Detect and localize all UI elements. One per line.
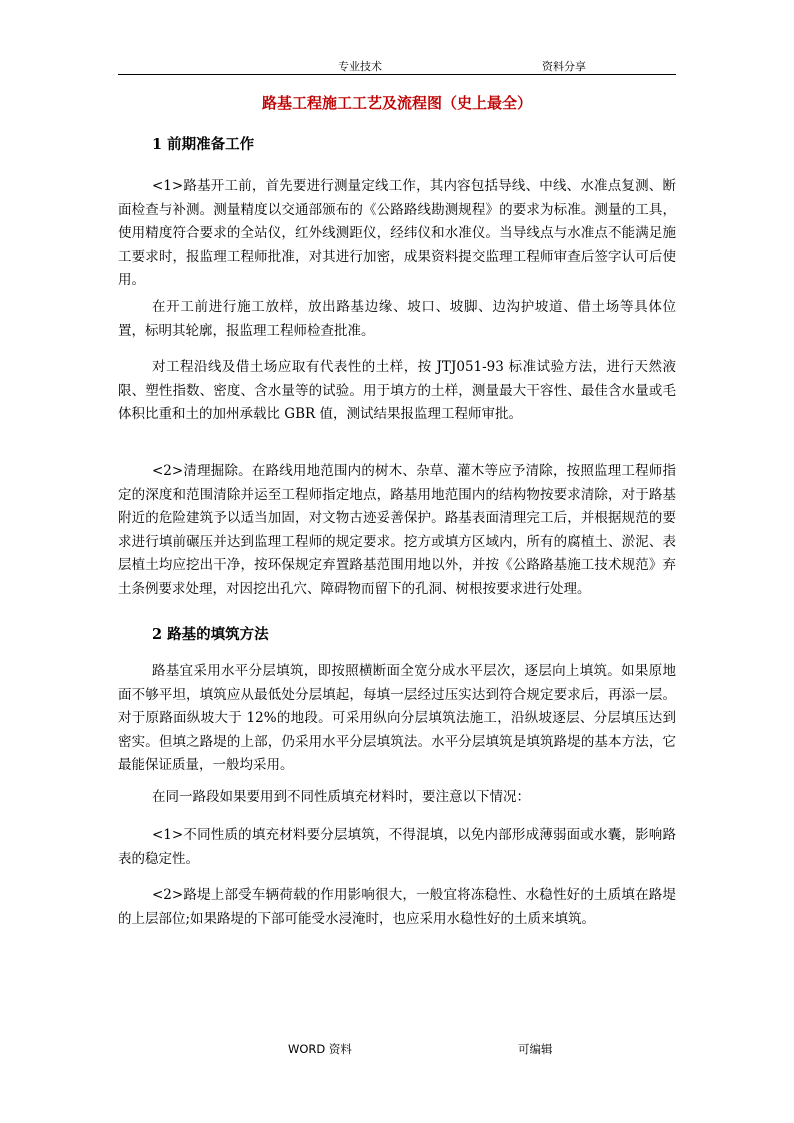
header-left-text: 专业技术 [338, 60, 382, 73]
section-heading-preparation: 1 前期准备工作 [152, 136, 255, 153]
paragraph: 在同一路段如果要用到不同性质填充材料时，要注意以下情况： [152, 789, 530, 805]
paragraph: <1>路基开工前，首先要进行测量定线工作，其内容包括导线、中线、水准点复测、断面检查与补测。测量精度以交通部颁布的《公路路线勘测规程》的要求为标准。测量的工具，使用精度符合要求的全站仪，红外线测距仪，经纬仪和水准仪。当导线点与水准点不能满足施工要求时，报监理工程师批准，对其进行加密，成果资料提交监理工程师审查后签字认可后使用。 [118, 178, 676, 289]
paragraph: <1>不同性质的填充材料要分层填筑，不得混填，以免内部形成薄弱面或水囊，影响路表的稳定性。 [118, 827, 676, 867]
section-heading-filling-method: 2 路基的填筑方法 [152, 626, 269, 643]
document-title: 路基工程施工工艺及流程图（史上最全） [261, 94, 532, 112]
paragraph: 在开工前进行施工放样，放出路基边缘、坡口、坡脚、边沟护坡道、借土场等具体位置，标明其轮廓，报监理工程师检查批准。 [118, 299, 676, 339]
footer-right-text: 可编辑 [518, 1042, 553, 1056]
page-header [118, 55, 676, 75]
page-footer [118, 1041, 676, 1059]
footer-left-text: WORD 资料 [288, 1042, 352, 1056]
paragraph: <2>路堤上部受车辆荷载的作用影响很大，一般宜将冻稳性、水稳性好的土质填在路堤的上层部位;如果路堤的下部可能受水浸淹时，也应采用水稳性好的土质来填筑。 [118, 887, 676, 927]
header-right-text: 资料分享 [542, 60, 586, 73]
paragraph: <2>清理掘除。在路线用地范围内的树木、杂草、灌木等应予清除，按照监理工程师指定的深度和范围清除并运至工程师指定地点，路基用地范围内的结构物按要求清除，对于路基附近的危险建筑予以适当加固，对文物古迹妥善保护。路基表面清理完工后，并根据规范的要求进行填前碾压并达到监理工程师的规定要求。挖方或填方区域内，所有的腐植土、淤泥、表层植土均应挖出干净，按环保规定弃置路基范围用地以外，并按《公路路基施工技术规范》弃土条例要求处理，对因挖出孔穴、障碍物而留下的孔洞、树根按要求进行处理。 [118, 463, 676, 597]
paragraph: 对工程沿线及借土场应取有代表性的土样，按 JTJ051-93 标准试验方法，进行天然液限、塑性指数、密度、含水量等的试验。用于填方的土样，测量最大干容性、最佳含水量或毛体积比重和土的加州承载比 GBR 值，测试结果报监理工程师审批。 [118, 359, 676, 423]
paragraph: 路基宜采用水平分层填筑，即按照横断面全宽分成水平层次，逐层向上填筑。如果原地面不够平坦，填筑应从最低处分层填起，每填一层经过压实达到符合规定要求后，再添一层。对于原路面纵坡大于 12%的地段。可采用纵向分层填筑法施工，沿纵坡逐层、分层填压达到密实。但填之路堤的上部，仍采用水平分层填筑法。水平分层填筑是填筑路堤的基本方法，它最能保证质量，一般均采用。 [118, 663, 676, 774]
